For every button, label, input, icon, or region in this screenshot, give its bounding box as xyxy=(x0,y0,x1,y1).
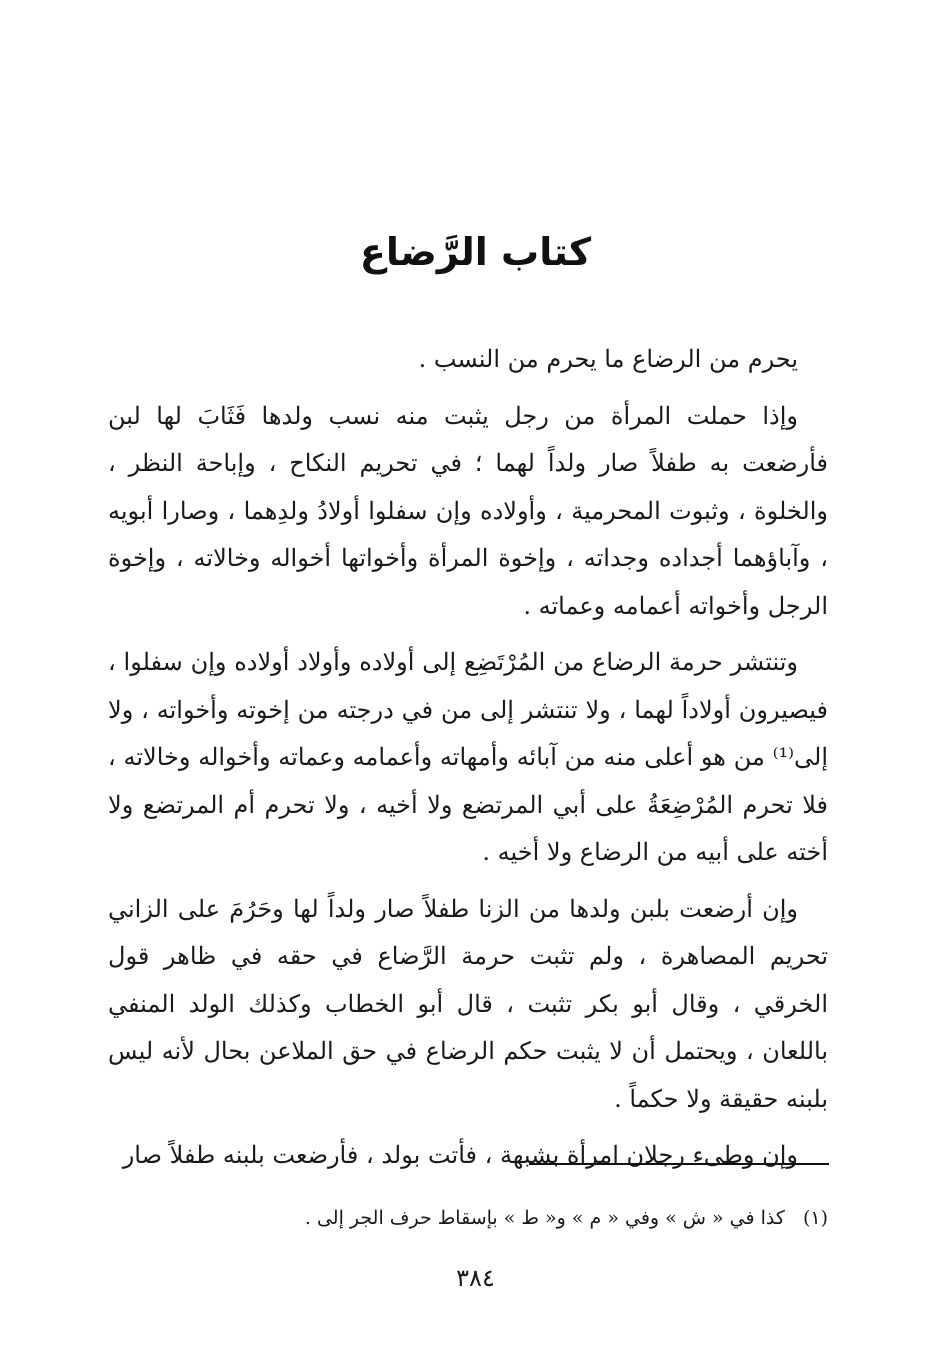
paragraph-4: وإن أرضعت بلبن ولدها من الزنا طفلاً صار ولداً لها وحَرُمَ على الزاني تحريم المصاهرة ، ولم تثبت حرمة الرَّضاع في حقه في ظاهر قول الخرقي ، وقال أبو بكر تثبت ، قال أبو الخطاب وكذلك الولد المنفي باللعان ، ويحتمل أن لا يثبت حكم الرضاع في حق الملاعن بحال لأنه ليس بلبنه حقيقة ولا حكماً . xyxy=(108,894,828,1113)
paragraph-5: وإن وطىء رجلان امرأة بشبهة ، فأتت بولد ، فأرضعت بلبنه طفلاً صار xyxy=(122,1141,798,1169)
footnote-text: كذا في « ش » وفي « م » و« ط » بإسقاط حرف الجر إلى . xyxy=(304,1207,785,1229)
body-text xyxy=(108,336,828,1189)
paragraph-3: وتنتشر حرمة الرضاع من المُرْتَضِع إلى أولاده وأولاد أولاده وإن سفلوا ، فيصيرون أولاداً لهما ، ولا تنتشر إلى من في درجته من إخوته وأخواته ، ولا إلى⁽¹⁾ من هو أعلى منه من آبائه وأمهاته وأعمامه وعماته وأخواله وخالاته ، فلا تحرم المُرْضِعَةُ على أبي المرتضع ولا أخيه ، ولا تحرم أم المرتضع ولا أخته على أبيه من الرضاع ولا أخيه . xyxy=(108,648,828,866)
page-number: ٣٨٤ xyxy=(456,1264,495,1292)
footnote-number: (١) xyxy=(802,1207,828,1229)
paragraph-2: وإذا حملت المرأة من رجل يثبت منه نسب ولدها فَثَابَ لها لبن فأرضعت به طفلاً صار ولداً لهما ؛ في تحريم النكاح ، وإباحة النظر ، والخلوة ، وثبوت المحرمية ، وأولاده وإن سفلوا أولادُ ولدِهما ، وصارا أبويه ، وآباؤهما أجداده وجداته ، وإخوة المرأة وأخواتها أخواله وخالاته ، وإخوة الرجل وأخواته أعمامه وعماته . xyxy=(108,401,828,620)
paragraph-1: يحرم من الرضاع ما يحرم من النسب . xyxy=(418,345,798,373)
chapter-title: كتاب الرَّضاع xyxy=(359,230,592,274)
footnote-divider xyxy=(529,1163,829,1165)
footnote xyxy=(108,1202,828,1234)
